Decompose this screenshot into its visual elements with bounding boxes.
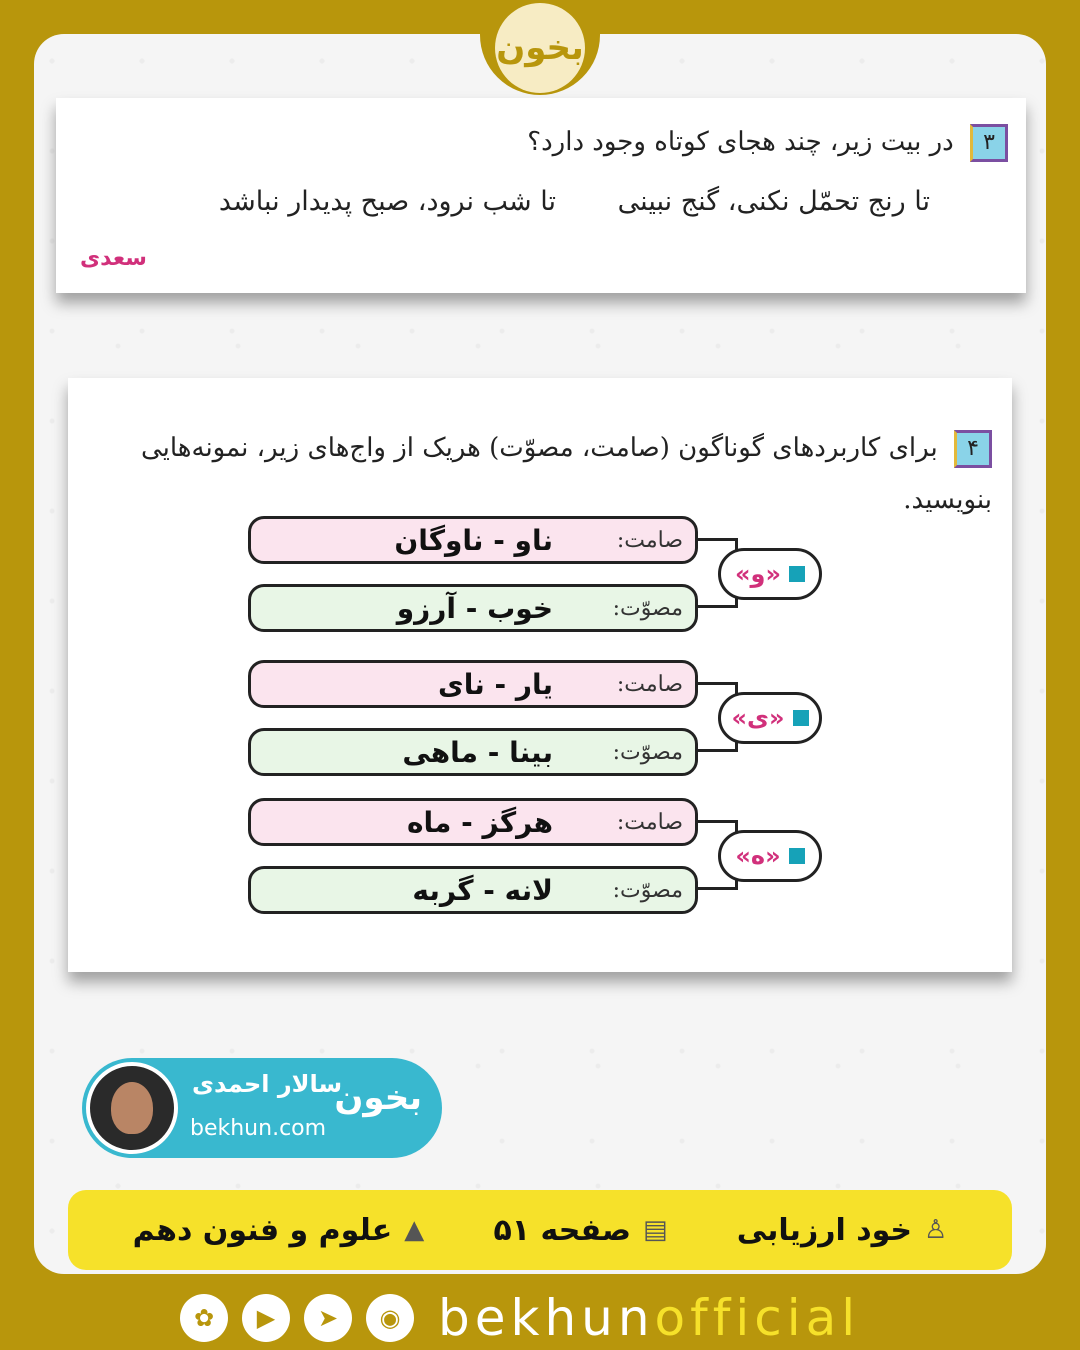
letter: «ی»	[731, 704, 785, 732]
telegram-icon[interactable]: ➤	[304, 1294, 352, 1342]
verse-second-half: تا شب نرود، صبح پدیدار نباشد	[218, 186, 556, 217]
instagram-icon[interactable]: ◉	[366, 1294, 414, 1342]
vowel-examples: خوب - آرزو	[396, 591, 553, 625]
info-bar	[68, 1190, 1012, 1270]
question-number: ۳	[970, 124, 1008, 162]
logo-disc: بخون	[495, 3, 585, 93]
vowel-examples: لانه - گربه	[412, 873, 553, 907]
graduation-cap-icon: ▲	[404, 1215, 425, 1245]
consonant-row	[248, 516, 698, 564]
info-item-page: ▤ صفحه ۵۱	[493, 1212, 668, 1248]
letter-badge	[718, 548, 822, 600]
vowel-row	[248, 584, 698, 632]
aparat-icon[interactable]: ✿	[180, 1294, 228, 1342]
consonant-row	[248, 660, 698, 708]
letter-badge	[718, 830, 822, 882]
letter: «ه»	[735, 842, 781, 870]
vowel-row	[248, 866, 698, 914]
question-text: برای کاربردهای گوناگون (صامت، مصوّت) هریک از واج‌های زیر، نمونه‌هایی بنویسید.	[140, 433, 992, 515]
author-name: سالار احمدی	[192, 1070, 343, 1098]
brand-handle[interactable]: bekhunofficial	[438, 1289, 861, 1347]
consonant-examples: ناو - ناوگان	[394, 523, 553, 557]
social-footer	[180, 1288, 900, 1348]
vowel-label: مصوّت:	[612, 595, 683, 621]
question-4-prompt	[92, 422, 992, 526]
info-item-self-assessment: ♙ خود ارزیابی	[736, 1212, 948, 1248]
square-bullet-icon	[789, 566, 805, 582]
consonant-row	[248, 798, 698, 846]
square-bullet-icon	[793, 710, 809, 726]
avatar	[86, 1062, 178, 1154]
letter: «و»	[735, 560, 781, 588]
author-card[interactable]	[82, 1058, 442, 1158]
youtube-icon[interactable]: ▶	[242, 1294, 290, 1342]
vowel-row	[248, 728, 698, 776]
question-number: ۴	[954, 430, 992, 468]
poet-name: سعدی	[80, 246, 147, 271]
brand-logo: بخون	[334, 1078, 422, 1118]
vowel-label: مصوّت:	[612, 877, 683, 903]
consonant-label: صامت:	[616, 809, 683, 835]
question-3-card	[56, 98, 1026, 293]
consonant-label: صامت:	[616, 527, 683, 553]
consonant-examples: یار - نای	[438, 667, 553, 701]
vowel-label: مصوّت:	[612, 739, 683, 765]
vowel-examples: بینا - ماهی	[402, 735, 553, 769]
user-icon: ♙	[924, 1215, 948, 1245]
verse-first-half: تا رنج تحمّل نکنی، گنج نبینی	[617, 186, 930, 217]
square-bullet-icon	[789, 848, 805, 864]
book-icon: ▤	[642, 1215, 668, 1245]
author-website-link[interactable]: bekhun.com	[190, 1116, 327, 1141]
consonant-examples: هرگز - ماه	[406, 805, 553, 839]
question-text: در بیت زیر، چند هجای کوتاه وجود دارد؟	[527, 127, 954, 157]
question-4-card	[68, 378, 1012, 972]
letter-badge	[718, 692, 822, 744]
info-item-subject: ▲ علوم و فنون دهم	[132, 1212, 425, 1248]
consonant-label: صامت:	[616, 671, 683, 697]
question-3-prompt	[527, 124, 1008, 162]
